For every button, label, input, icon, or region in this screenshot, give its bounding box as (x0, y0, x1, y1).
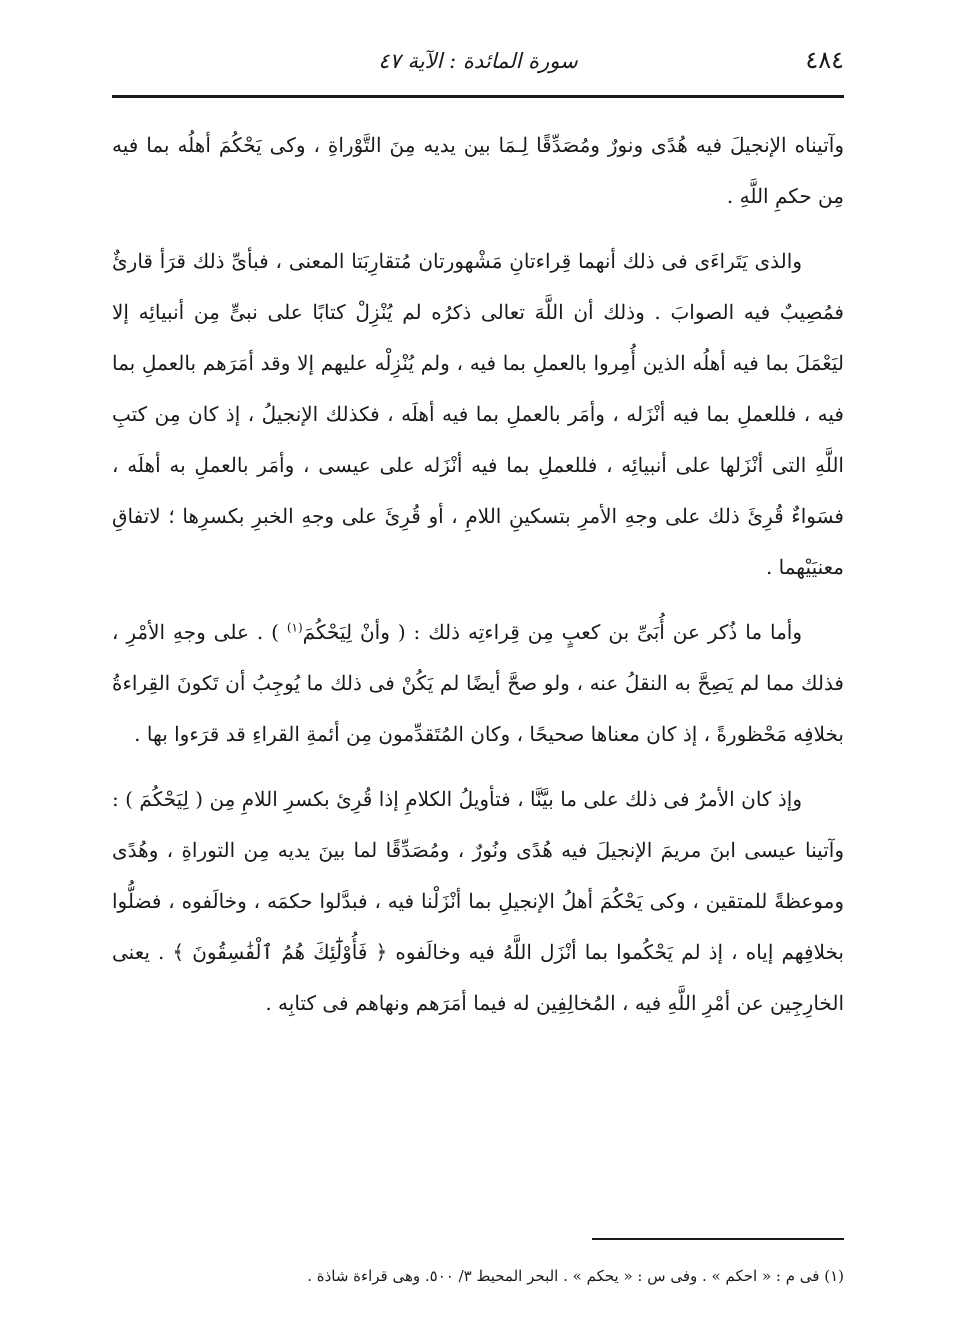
running-header: سورة المائدة : الآية ٤٧ (378, 49, 578, 73)
paragraph-3-start: وأما ما ذُكر عن أُبَىِّ بن كعبٍ مِن قِراءتِه ذلك : ( وأنْ لِيَحْكُمَ (302, 620, 802, 644)
main-text (112, 120, 844, 1029)
footnote-reference[interactable]: (١) (286, 620, 303, 635)
footnote-1: (١) فى م : « احكم » . وفى س : « يحكم » . البحر المحيط ٣/ ٥٠٠. وهى قراءة شاذة . (307, 1267, 844, 1285)
paragraph-4: وإذ كان الأمرُ فى ذلك على ما بيَّنَّا ، فتأويلُ الكلامِ إذا قُرِئ بكسرِ اللامِ مِن ( لِيَحْكُمَ ) : وآتينا عيسى ابنَ مريمَ الإنجيلَ فيه هُدًى ونُورٌ ، ومُصَدِّقًا لما بينَ يديه مِن التوراةِ ، وهُدًى وموعظةً للمتقين ، وكى يَحْكُمَ أهلُ الإنجيلِ بما أنْزَلْنا فيه ، فبدَّلوا حكمَه ، وخالَفوه ، فضلُّوا بخلافِهم إياه ، إذ لم يَحْكُموا بما أنْزَل اللَّهُ فيه وخالَفوه ﴿ فَأُوْلَٰٓئِكَ هُمُ ٱلْفَٰسِقُونَ ﴾ . يعنى الخارِجِين عن أمْرِ اللَّهِ فيه ، المُخالِفِين له فيما أمَرَهم ونهاهم فى كتابِه . (112, 787, 844, 1015)
paragraph-2: والذى يَتَراءَى فى ذلك أنهما قِراءتانِ مَشْهورتان مُتقارِبَتا المعنى ، فبأىِّ ذلك قرَأ قارئٌ فمُصِيبٌ فيه الصوابَ . وذلك أن اللَّهَ تعالى ذكرُه لم يُنْزِلْ كتابًا على نبىٍّ مِن أنبيائِه إلا ليَعْمَلَ بما فيه أهلُه الذين أُمِروا بالعملِ بما فيه ، ولم يُنْزِلْه عليهم إلا وقد أمَرَهم بالعملِ بما فيه ، فللعملِ بما فيه أنْزَله ، وأمَر بالعملِ بما فيه أهلَه ، فكذلك الإنجيلُ ، إذ كان مِن كتبِ اللَّهِ التى أنْزَلها على أنبيائِه ، فللعملِ بما فيه أنْزَله على عيسى ، وأمَر بالعملِ به أهلَه ، فسَواءٌ قُرِئَ ذلك على وجهِ الأمرِ بتسكينِ اللامِ ، أو قُرِئَ على وجهِ الخبرِ بكسرِها ؛ لاتفاقِ معنيَيْهما . (112, 249, 844, 579)
page-number: ٤٨٤ (805, 46, 844, 74)
paragraph-1: وآتيناه الإنجيلَ فيه هُدًى ونورٌ ومُصَدِّقًا لِـمَا بين يديه مِنَ التَّوْراةِ ، وكى يَحْكُمَ أهلُه بما فيه مِن حكمِ اللَّهِ . (112, 133, 844, 208)
header-rule (112, 95, 844, 98)
paragraph-3 (112, 607, 844, 760)
footnote-rule (592, 1238, 844, 1240)
paragraph-3-end: ) . على وجهِ الأمْرِ ، فذلك مما لم يَصِحَّ به النقلُ عنه ، ولو صحَّ أيضًا لم يَكُنْ فى ذلك ما يُوجِبُ أن تَكونَ القِراءةُ بخلافِه مَحْظورةً ، إذ كان معناها صحيحًا ، وكان المُتَقدِّمون مِن أئمةِ القراءِ قد قرَءوا بها . (112, 620, 844, 746)
